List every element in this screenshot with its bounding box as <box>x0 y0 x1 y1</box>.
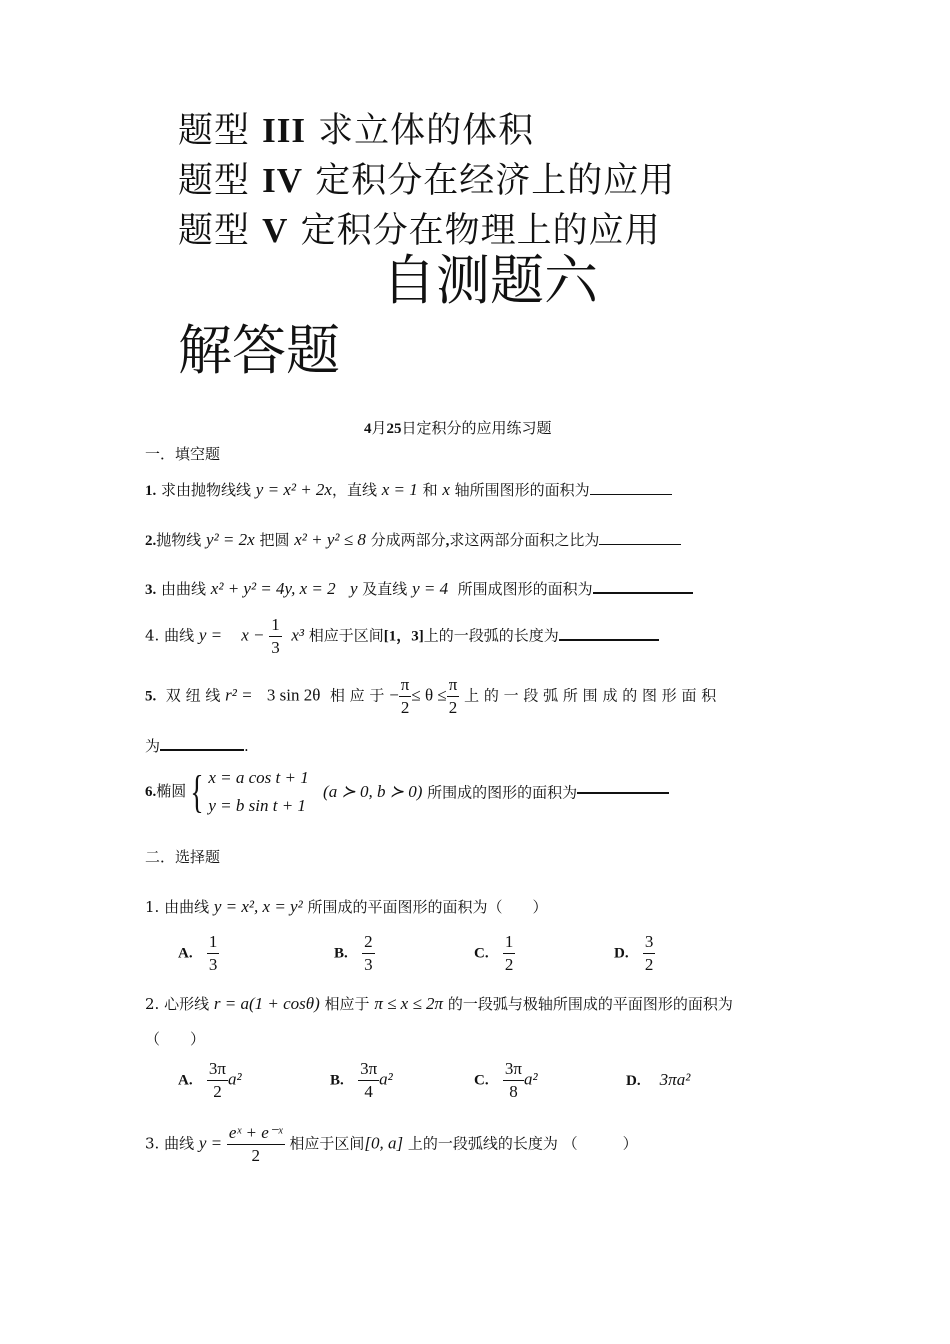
fraction <box>207 931 220 976</box>
choice-section-header: 二．选择题 <box>145 848 221 866</box>
fill-question-2 <box>145 529 681 550</box>
question-text: 求这两部分面积之比为 <box>449 531 600 549</box>
answer-section-title: 解答题 <box>178 319 340 382</box>
fraction-numerator: 3π <box>358 1058 379 1081</box>
choice-1-option-a[interactable]: A. $\frac{1}{3}$ <box>178 932 218 974</box>
heading-numeral: IV <box>262 161 304 200</box>
question-text: 所围成的平面图形的面积为（ ） <box>302 898 548 916</box>
question-text: 求由抛物线线 <box>156 481 256 499</box>
math-expression: y = x² + 2x <box>255 480 332 499</box>
fraction-numerator: 3π <box>207 1058 228 1081</box>
fraction-numerator: π <box>447 674 460 697</box>
period: . <box>244 737 249 755</box>
question-text: 为 <box>145 737 161 755</box>
question-text: 及直线 <box>357 580 413 598</box>
math-expression: x = 1 <box>381 480 418 499</box>
question-number: 6. <box>145 784 157 800</box>
math-expression: r = a(1 + cosθ) <box>213 994 320 1013</box>
fraction <box>503 1058 524 1103</box>
theta-range: ≤ θ ≤ <box>411 685 447 705</box>
equation-line: x = a cos t + 1 <box>208 768 309 787</box>
choice-2-option-a[interactable]: A. $\frac{3\pi}{2}$ a² <box>178 1059 242 1101</box>
heading-prefix: 题型 <box>178 161 251 201</box>
interval: [1，3] <box>383 628 424 645</box>
question-text: 曲线 <box>159 626 199 645</box>
fill-section-header: 一．填空题 <box>145 445 221 463</box>
option-label: B <box>330 1072 341 1089</box>
question-text: 抛物线 <box>156 531 207 549</box>
question-number: 2. <box>145 533 157 549</box>
option-label: D <box>626 1073 637 1089</box>
choice-1-option-d[interactable]: D. $\frac{3}{2}$ <box>614 932 654 974</box>
option-label: A <box>178 945 189 962</box>
left-brace: { <box>190 766 204 817</box>
fraction-numerator: π <box>399 674 412 697</box>
choice-question-2 <box>145 993 733 1014</box>
fraction-numerator: 1 <box>503 931 516 954</box>
answer-blank[interactable] <box>593 591 693 594</box>
choice-2-option-d[interactable]: D. 3πa² <box>626 1070 691 1089</box>
title-day: 25 <box>386 421 402 437</box>
option-label: A <box>178 1072 189 1089</box>
math-expression: a² <box>228 1069 242 1089</box>
question-text: 心形线 <box>159 995 214 1013</box>
fill-question-5 <box>145 674 805 719</box>
math-expression: y² = 2x <box>206 530 255 549</box>
choice-question-2-paren: （ ） <box>145 1030 206 1048</box>
option-label: C <box>474 1072 485 1089</box>
fill-question-3 <box>145 578 693 599</box>
question-text: 所围成的图形的面积为 <box>422 783 578 802</box>
fraction-numerator: 3π <box>503 1058 524 1081</box>
math-expression: x − <box>241 625 265 645</box>
condition: (a ≻ 0, b ≻ 0) <box>323 782 423 801</box>
fraction-denominator: 2 <box>504 955 514 974</box>
choice-1-option-b[interactable]: B. $\frac{2}{3}$ <box>334 932 373 974</box>
fraction-denominator: 3 <box>364 955 373 974</box>
question-text: 分成两部分 <box>365 531 446 549</box>
question-text: 把圆 <box>254 531 295 549</box>
math-expression: x² + y² ≤ 8 <box>294 530 366 549</box>
question-number: 2. <box>145 995 160 1013</box>
question-text: 相应于 <box>319 995 375 1013</box>
fraction-numerator: eˣ + e⁻ˣ <box>227 1122 285 1145</box>
fraction-denominator: 2 <box>213 1082 222 1101</box>
fraction <box>269 614 282 659</box>
question-number: 4. <box>145 626 160 645</box>
fraction <box>207 1058 228 1103</box>
math-expression: y = 4 <box>412 579 449 598</box>
choice-1-option-c[interactable]: C. $\frac{1}{2}$ <box>474 932 514 974</box>
heading-text: 求立体的体积 <box>318 111 535 151</box>
fraction <box>358 1058 379 1103</box>
question-number: 1. <box>145 898 160 916</box>
self-test-title: 自测题六 <box>382 249 598 312</box>
fraction <box>362 931 375 976</box>
question-text: 所围成图形的面积为 <box>452 580 593 598</box>
heading-numeral: III <box>262 111 307 150</box>
fraction-denominator: 3 <box>271 638 280 657</box>
math-expression: a² <box>379 1069 393 1089</box>
question-number: 3. <box>145 1134 160 1153</box>
math-expression: 3 sin 2θ <box>266 685 321 705</box>
heading-prefix: 题型 <box>178 111 251 151</box>
heading-type-4 <box>178 153 675 203</box>
equation-system <box>208 764 308 820</box>
choice-question-1 <box>145 896 547 917</box>
fraction <box>503 931 516 976</box>
answer-blank[interactable] <box>577 791 669 794</box>
math-expression: y = <box>198 625 223 645</box>
question-number: 3. <box>145 582 157 598</box>
math-expression: y = x², x = y² <box>213 897 303 916</box>
math-expression: x³ <box>291 625 304 645</box>
question-text: 轴所围图形的面积为 <box>449 481 590 499</box>
fraction-denominator: 2 <box>448 698 458 717</box>
fill-question-5-continued <box>145 735 249 756</box>
fraction-numerator: 1 <box>269 614 282 637</box>
answer-blank[interactable] <box>160 748 244 751</box>
question-text: 相 应 于 <box>325 686 390 705</box>
question-text: 曲线 <box>159 1134 199 1153</box>
option-label: C <box>474 945 485 962</box>
question-text: 上的一段弧的长度为 <box>423 626 559 645</box>
fraction-denominator: 2 <box>644 955 654 974</box>
fraction-numerator: 2 <box>362 931 375 954</box>
fraction-denominator: 4 <box>364 1082 373 1101</box>
math-expression: y <box>349 579 358 598</box>
title-rest: 日定积分的应用练习题 <box>401 419 552 437</box>
equation-line: y = b sin t + 1 <box>208 796 306 815</box>
question-text: 上的一段弧线的长度为 （ ） <box>403 1134 638 1153</box>
math-expression: a² <box>524 1069 538 1089</box>
question-text: 上 的 一 段 弧 所 围 成 的 图 形 面 积 <box>459 686 717 705</box>
math-expression: 3πa² <box>659 1070 691 1089</box>
fraction <box>227 1122 285 1167</box>
fraction-denominator: 2 <box>251 1146 260 1165</box>
title-month-char: 月 <box>371 419 387 437</box>
question-text: 和 <box>417 481 443 499</box>
math-expression: [0, a] <box>364 1133 404 1153</box>
choice-2-option-b[interactable]: B. $\frac{3\pi}{4}$ a² <box>330 1059 393 1101</box>
question-number: 5. <box>145 688 157 705</box>
question-text: ，直线 <box>331 481 382 499</box>
question-text: 相应于区间 <box>303 626 384 645</box>
fill-question-6 <box>145 764 669 820</box>
answer-blank[interactable] <box>599 543 681 545</box>
option-label: D <box>614 945 625 962</box>
heading-prefix: 题型 <box>178 211 251 251</box>
choice-2-option-c[interactable]: C. $\frac{3\pi}{8}$ a² <box>474 1059 538 1101</box>
fraction <box>399 674 412 719</box>
choice-question-3 <box>145 1122 638 1167</box>
math-expression: x² + y² = 4y, x = 2 <box>210 579 336 598</box>
fill-question-4 <box>145 614 659 659</box>
heading-text: 定积分在物理上的应用 <box>300 211 661 251</box>
fill-question-1 <box>145 479 672 500</box>
question-text: 由曲线 <box>156 580 211 598</box>
option-label: B <box>334 945 345 962</box>
fraction <box>643 931 656 976</box>
question-text: 相应于区间 <box>284 1134 365 1153</box>
question-text: 双 纽 线 <box>165 686 226 705</box>
heading-type-3 <box>178 103 534 153</box>
math-expression: x <box>442 480 450 499</box>
math-expression: r² = <box>225 685 253 705</box>
question-number: 1. <box>145 483 157 499</box>
fraction-numerator: 3 <box>643 931 656 954</box>
fraction-denominator: 3 <box>208 955 218 974</box>
bold-comma: , <box>445 533 450 549</box>
heading-numeral: V <box>262 211 289 250</box>
math-expression: π ≤ x ≤ 2π <box>374 994 444 1013</box>
heading-text: 定积分在经济上的应用 <box>315 161 676 201</box>
math-expression: y = <box>198 1133 223 1153</box>
fraction <box>447 674 460 719</box>
question-text: 椭圆 <box>156 782 187 800</box>
answer-blank[interactable] <box>590 493 672 495</box>
question-text: 的一段弧与极轴所围成的平面图形的面积为 <box>443 995 733 1013</box>
fraction-denominator: 8 <box>509 1082 518 1101</box>
fraction-denominator: 2 <box>400 698 410 717</box>
worksheet-title <box>364 417 552 438</box>
title-month: 4 <box>364 421 372 437</box>
question-text: 由曲线 <box>159 898 214 916</box>
answer-blank[interactable] <box>559 638 659 641</box>
minus-sign: − <box>389 685 399 705</box>
fraction-numerator: 1 <box>207 931 220 954</box>
